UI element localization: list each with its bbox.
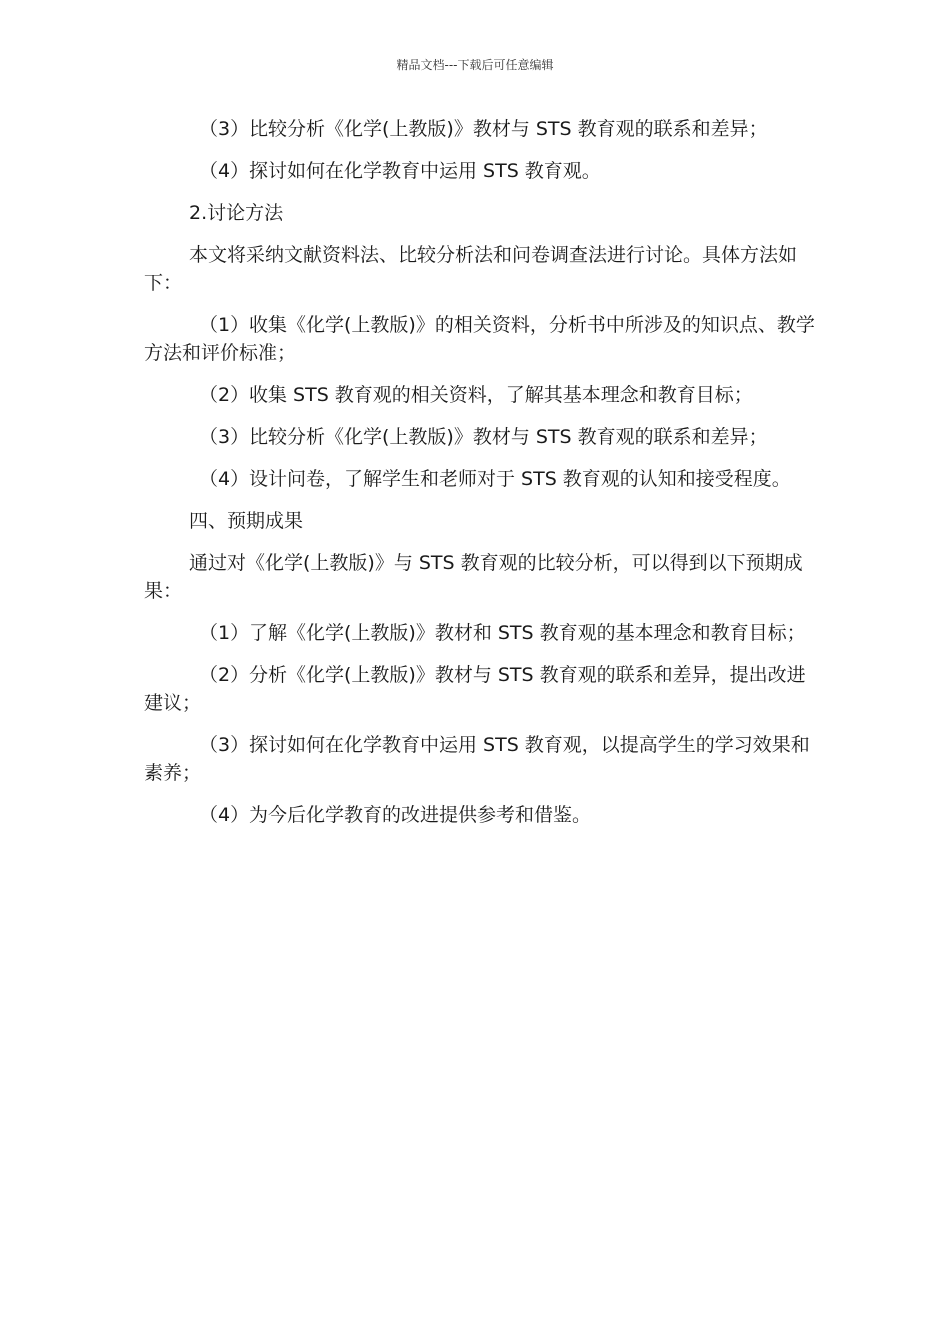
list-marker: （1） xyxy=(199,622,250,644)
list-item xyxy=(144,731,816,787)
list-marker: （2） xyxy=(199,384,250,406)
list-item xyxy=(144,801,816,829)
list-item-text: 收集 STS 教育观的相关资料，了解其基本理念和教育目标； xyxy=(249,384,753,406)
section-heading: 四、预期成果 xyxy=(189,510,304,532)
list-item xyxy=(144,115,816,143)
section-heading: 2.讨论方法 xyxy=(189,202,284,224)
list-item xyxy=(144,423,816,451)
list-marker: （3） xyxy=(199,426,250,448)
list-item-text: 探讨如何在化学教育中运用 STS 教育观，以提高学生的学习效果和素养； xyxy=(144,734,810,784)
list-item-text: 比较分析《化学(上教版)》教材与 STS 教育观的联系和差异； xyxy=(249,426,768,448)
list-marker: （2） xyxy=(199,664,250,686)
list-item-text: 了解《化学(上教版)》教材和 STS 教育观的基本理念和教育目标； xyxy=(249,622,806,644)
list-marker: （4） xyxy=(199,160,250,182)
list-item-text: 设计问卷，了解学生和老师对于 STS 教育观的认知和接受程度。 xyxy=(249,468,791,490)
list-item-text: 比较分析《化学(上教版)》教材与 STS 教育观的联系和差异； xyxy=(249,118,768,140)
list-item xyxy=(144,619,816,647)
list-item xyxy=(144,157,816,185)
paragraph: 本文将采纳文献资料法、比较分析法和问卷调查法进行讨论。具体方法如下： xyxy=(144,244,798,294)
document-body xyxy=(144,115,816,843)
paragraph: 通过对《化学(上教版)》与 STS 教育观的比较分析，可以得到以下预期成果： xyxy=(144,552,803,602)
list-item-text: 收集《化学(上教版)》的相关资料，分析书中所涉及的知识点、教学方法和评价标准； xyxy=(144,314,815,364)
list-item xyxy=(144,381,816,409)
list-item-text: 探讨如何在化学教育中运用 STS 教育观。 xyxy=(249,160,601,182)
list-item xyxy=(144,311,816,367)
list-item xyxy=(144,661,816,717)
list-item-text: 分析《化学(上教版)》教材与 STS 教育观的联系和差异，提出改进建议； xyxy=(144,664,806,714)
list-marker: （4） xyxy=(199,804,250,826)
list-marker: （3） xyxy=(199,118,250,140)
list-item-text: 为今后化学教育的改进提供参考和借鉴。 xyxy=(249,804,592,826)
page-header: 精品文档---下载后可任意编辑 xyxy=(396,58,554,72)
list-marker: （4） xyxy=(199,468,250,490)
list-marker: （1） xyxy=(199,314,250,336)
list-marker: （3） xyxy=(199,734,250,756)
list-item xyxy=(144,465,816,493)
